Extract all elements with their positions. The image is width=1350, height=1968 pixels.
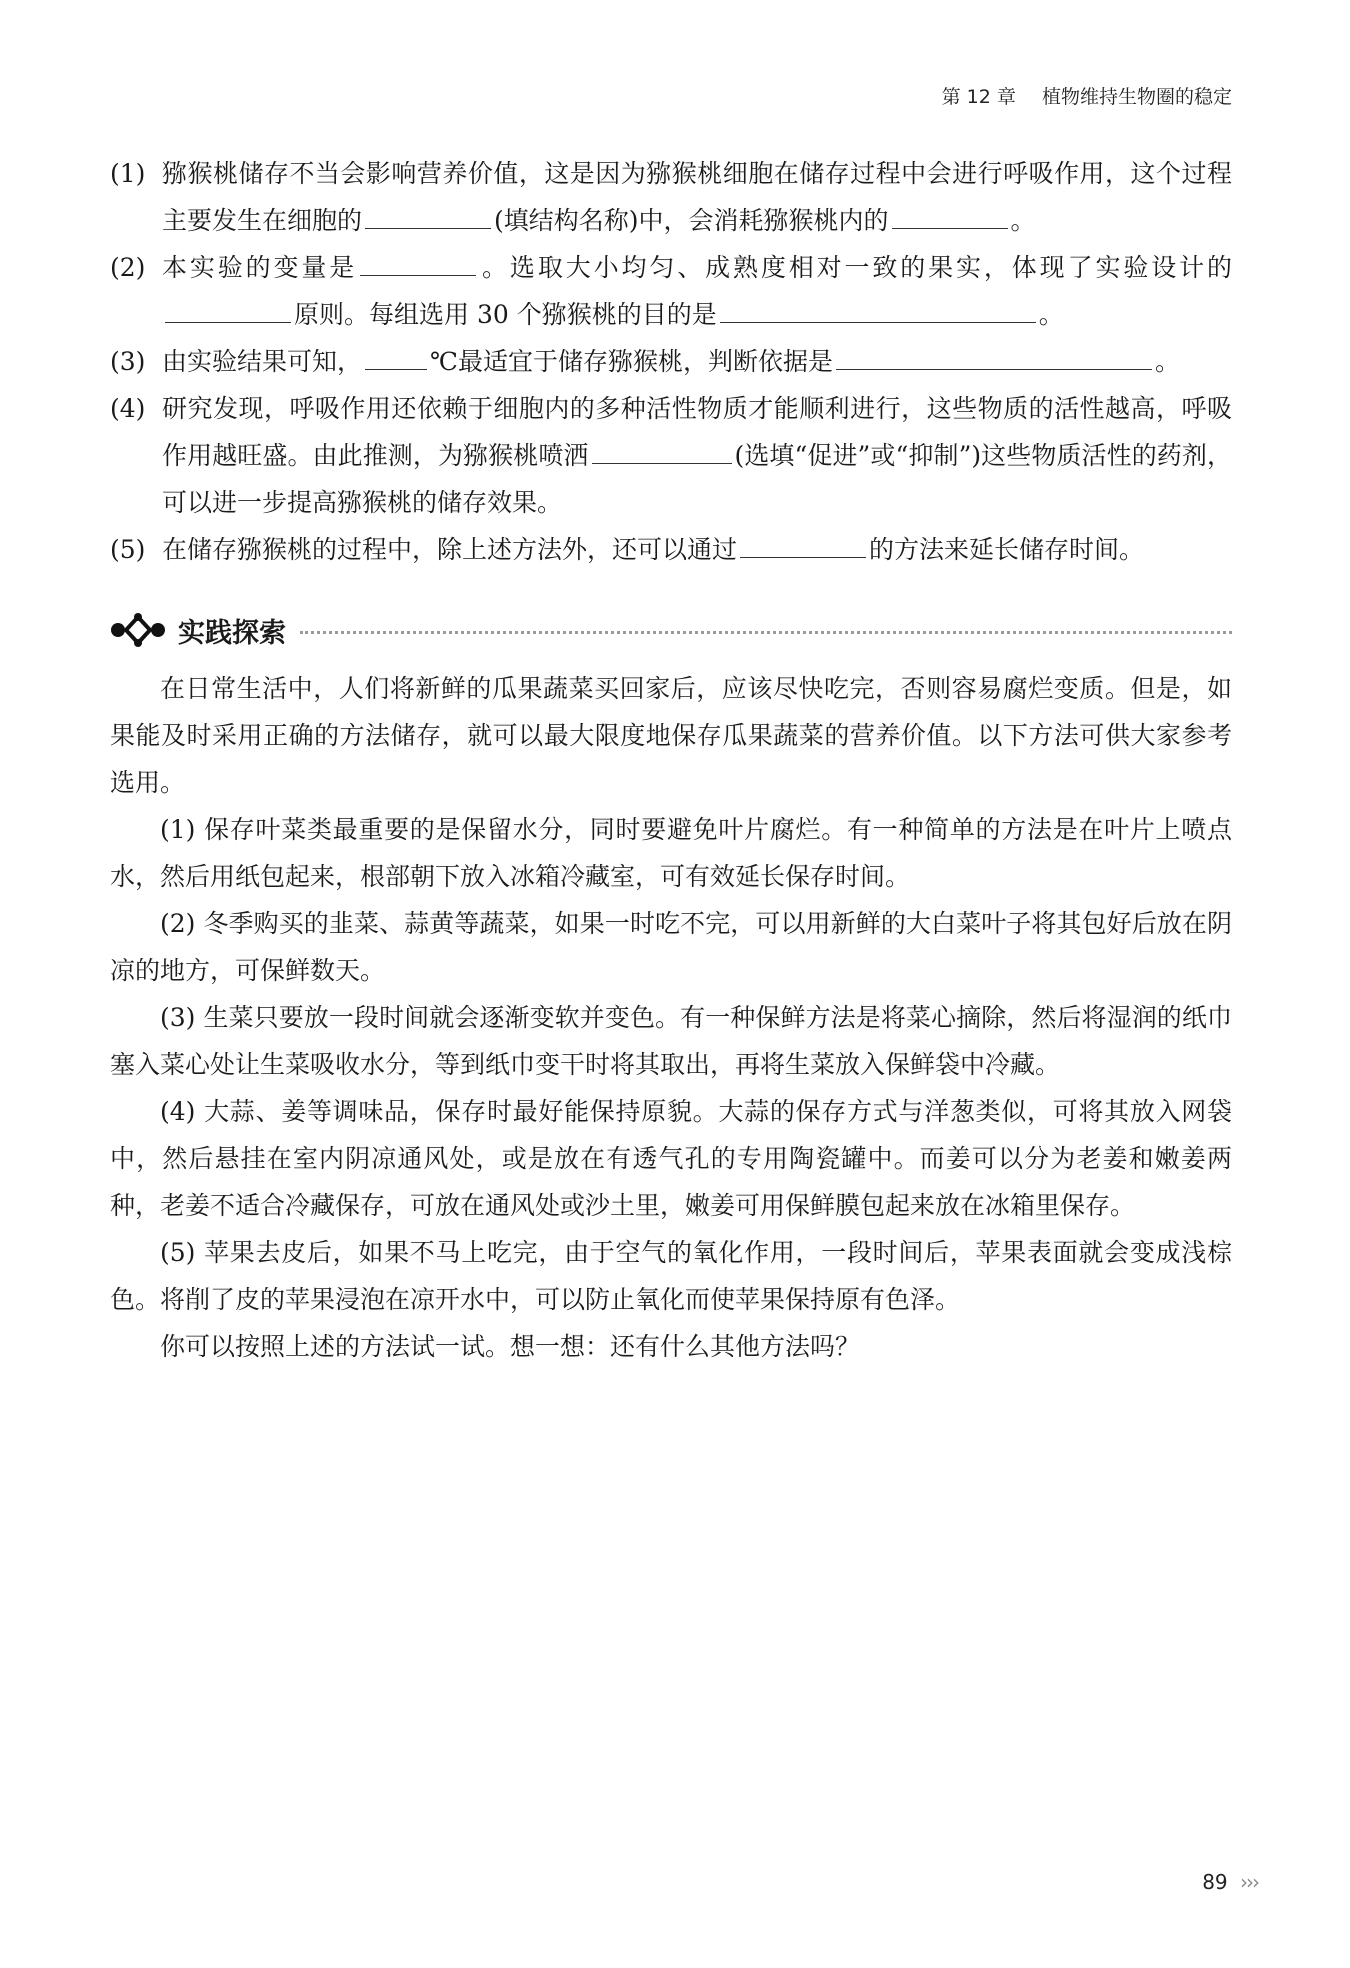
dotted-divider xyxy=(300,631,1232,634)
diamond-node-icon xyxy=(110,613,166,647)
question-4: (4) 研究发现，呼吸作用还依赖于细胞内的多种活性物质才能顺利进行，这些物质的活性越高，呼吸作用越旺盛。由此推测，为猕猴桃喷洒 (选填“促进”或“抑制”)这些物质活性的药剂，可以进一步提高猕猴桃的储存效果。 xyxy=(110,385,1232,526)
answer-blank[interactable] xyxy=(165,296,291,323)
paragraph: (1) 保存叶菜类最重要的是保留水分，同时要避免叶片腐烂。有一种简单的方法是在叶片上喷点水，然后用纸包起来，根部朝下放入冰箱冷藏室，可有效延长保存时间。 xyxy=(110,815,1232,891)
page-header xyxy=(942,82,1232,109)
question-number: (4) xyxy=(110,394,146,423)
question-3: (3) 由实验结果可知， ℃最适宜于储存猕猴桃，判断依据是 。 xyxy=(110,338,1232,385)
answer-blank[interactable] xyxy=(592,437,732,464)
section-header xyxy=(110,608,1232,652)
paragraph: 你可以按照上述的方法试一试。想一想：还有什么其他方法吗？ xyxy=(160,1332,861,1361)
question-number: (5) xyxy=(110,535,146,564)
section-title: 实践探索 xyxy=(178,617,286,649)
answer-blank[interactable] xyxy=(360,249,476,276)
paragraph: (5) 苹果去皮后，如果不马上吃完，由于空气的氧化作用，一段时间后，苹果表面就会变成浅棕色。将削了皮的苹果浸泡在凉开水中，可以防止氧化而使苹果保持原有色泽。 xyxy=(110,1238,1232,1314)
question-number: (1) xyxy=(110,159,146,188)
question-5: (5) 在储存猕猴桃的过程中，除上述方法外，还可以通过 的方法来延长储存时间。 xyxy=(110,526,1232,573)
answer-blank[interactable] xyxy=(836,343,1152,370)
question-2: (2) 本实验的变量是 。选取大小均匀、成熟度相对一致的果实，体现了实验设计的原则。每组选用 30 个猕猴桃的目的是 。 xyxy=(110,244,1232,338)
question-number: (3) xyxy=(110,347,146,376)
chevrons-right-icon: ››› xyxy=(1240,1870,1258,1894)
chapter-number: 第 12 章 xyxy=(941,86,1016,108)
answer-blank[interactable] xyxy=(365,343,427,370)
paragraph: (4) 大蒜、姜等调味品，保存时最好能保持原貌。大蒜的保存方式与洋葱类似，可将其放入网袋中，然后悬挂在室内阴凉通风处，或是放在有透气孔的专用陶瓷罐中。而姜可以分为老姜和嫩姜两种，老姜不适合冷藏保存，可放在通风处或沙土里，嫩姜可用保鲜膜包起来放在冰箱里保存。 xyxy=(110,1097,1232,1220)
answer-blank[interactable] xyxy=(892,202,1008,229)
question-list xyxy=(110,150,1232,573)
answer-blank[interactable] xyxy=(720,296,1036,323)
page-number: 89 xyxy=(1202,1870,1228,1894)
paragraph: 在日常生活中，人们将新鲜的瓜果蔬菜买回家后，应该尽快吃完，否则容易腐烂变质。但是，如果能及时采用正确的方法储存，就可以最大限度地保存瓜果蔬菜的营养价值。以下方法可供大家参考选用。 xyxy=(110,674,1232,797)
question-number: (2) xyxy=(110,253,146,282)
paragraph: (3) 生菜只要放一段时间就会逐渐变软并变色。有一种保鲜方法是将菜心摘除，然后将湿润的纸巾塞入菜心处让生菜吸收水分，等到纸巾变干时将其取出，再将生菜放入保鲜袋中冷藏。 xyxy=(110,1003,1232,1079)
answer-blank[interactable] xyxy=(365,202,491,229)
paragraph: (2) 冬季购买的韭菜、蒜黄等蔬菜，如果一时吃不完，可以用新鲜的大白菜叶子将其包好后放在阴凉的地方，可保鲜数天。 xyxy=(110,909,1232,985)
question-1: (1) 猕猴桃储存不当会影响营养价值，这是因为猕猴桃细胞在储存过程中会进行呼吸作用，这个过程主要发生在细胞的 (填结构名称)中，会消耗猕猴桃内的 。 xyxy=(110,150,1232,244)
page-footer xyxy=(1202,1870,1258,1894)
answer-blank[interactable] xyxy=(740,531,866,558)
practice-body xyxy=(110,665,1232,1370)
chapter-title: 植物维持生物圈的稳定 xyxy=(1041,86,1232,108)
